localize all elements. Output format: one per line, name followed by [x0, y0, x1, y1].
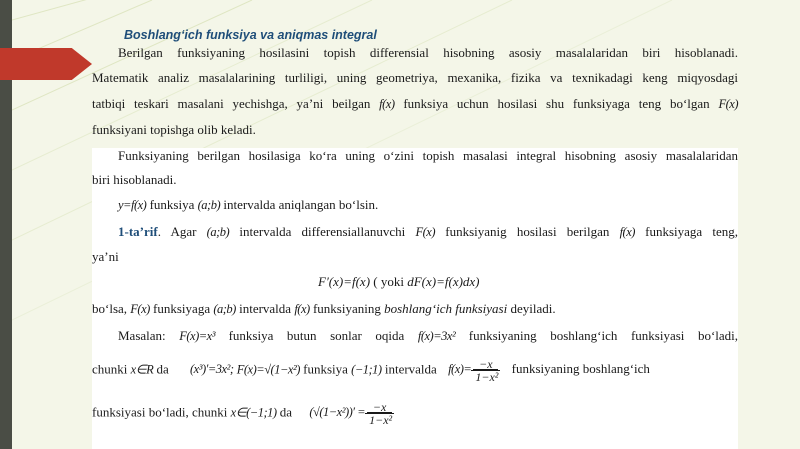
- example-line2: [92, 358, 738, 383]
- formula-sqrt-derivative: (√(1−x²))′ =: [309, 405, 366, 420]
- example-text9: da: [279, 404, 293, 420]
- p4-text4: funksiyaning: [312, 301, 381, 316]
- p4-text1: bo‘lsa,: [92, 301, 128, 316]
- fraction2-numerator: −x: [365, 401, 394, 414]
- formula-derivative-x3: (x³)′=3x²;: [190, 362, 234, 377]
- p4-text5: deyiladi.: [510, 301, 556, 316]
- p1-line4: funksiyani topishga olib keladi.: [92, 122, 256, 137]
- example-text5: funksiya: [303, 361, 348, 377]
- formula-Fx: F(x): [718, 97, 738, 111]
- p1-line3: [92, 96, 738, 112]
- example-text2: funksiyaning boshlang‘ich funksiyasi bo‘ladi,: [468, 328, 739, 343]
- definition-line2: ya’ni: [92, 249, 119, 264]
- p3-text2: intervalda aniqlangan bo‘lsin.: [223, 197, 379, 212]
- p3-text1: funksiya: [149, 197, 195, 212]
- def-text2: intervalda differensiallanuvchi: [239, 224, 406, 239]
- formula-fx: f(x): [294, 302, 310, 316]
- p4-text2: funksiyaga: [153, 301, 211, 316]
- p2-line1: Funksiyaning berilgan hosilasiga ko‘ra uning o‘zini topish masalasi integral hisobning asosiy masalalaridan: [118, 148, 738, 163]
- formula-f-frac: f(x)=: [448, 362, 472, 377]
- example-text1: funksiya butun sonlar oqida: [228, 328, 405, 343]
- fraction-denominator: 1−x²: [475, 370, 499, 384]
- fraction-2: [365, 401, 394, 426]
- example-text7: funksiyaning boshlang‘ich: [511, 361, 650, 377]
- p3-line: [92, 197, 738, 213]
- formula-interval: (−1;1): [351, 362, 382, 377]
- formula-F-x3: F(x)=x³: [179, 329, 215, 343]
- formula-ab: (a;b): [206, 225, 230, 239]
- term-primitive: boshlang‘ich funksiyasi: [384, 301, 508, 316]
- example-text8: funksiyasi bo‘ladi, chunki: [92, 404, 228, 420]
- yoki-text: ( yoki: [373, 274, 404, 289]
- formula-Fx: F(x): [415, 225, 436, 239]
- p1-line1: Berilgan funksiyaning hosilasini topish differensial hisobning asosiy masalalaridan biri hisoblanadi.: [118, 45, 738, 60]
- example-text4: da: [156, 361, 169, 377]
- slide-title: Boshlang‘ich funksiya va aniqmas integral: [124, 28, 377, 42]
- def-text1: . Agar: [157, 224, 197, 239]
- example-line1: [92, 328, 738, 344]
- definition-line1: [92, 224, 738, 240]
- formula-x-in-R: x∈R: [130, 362, 154, 377]
- example-text6: intervalda: [384, 361, 437, 377]
- p1-line2: Matematik analiz masalalarining turliligi, uning geometriya, mexanika, fizika va texnikadagi keng miqyosdagi: [92, 70, 738, 85]
- formula-ab: (a;b): [197, 198, 221, 212]
- p1-line3-b: funksiya uchun hosilasi shu funksiyaga teng bo‘lgan: [403, 96, 710, 111]
- p2-line2: biri hisoblanadi.: [92, 172, 177, 187]
- p1-line3-a: tatbiqi teskari masalani yechishga, ya’ni beilgan: [92, 96, 371, 111]
- definition-formula: [318, 274, 480, 290]
- fraction2-denominator: 1−x²: [369, 413, 393, 427]
- fraction-numerator: −x: [471, 358, 500, 371]
- example-label: Masalan:: [118, 328, 166, 343]
- formula-Fx: F(x): [130, 302, 150, 316]
- p4-text3: intervalda: [239, 301, 292, 316]
- formula-x-interval: x∈(−1;1): [230, 405, 277, 420]
- formula-F-sqrt: F(x)=√(1−x²): [236, 362, 300, 377]
- def-text3: funksiyanig hosilasi berilgan: [445, 224, 610, 239]
- example-text3: chunki: [92, 361, 128, 377]
- p4-line: [92, 301, 738, 317]
- formula-y-fx: y=f(x): [118, 198, 147, 212]
- formula-fx: f(x): [619, 225, 635, 239]
- formula-differential: dF(x)=f(x)dx): [407, 274, 480, 289]
- example-line3: [92, 401, 738, 426]
- formula-fx: f(x): [379, 97, 395, 111]
- formula-derivative: F′(x)=f(x): [318, 274, 371, 289]
- definition-label: 1-ta’rif: [118, 224, 158, 239]
- formula-ab: (a;b): [213, 302, 236, 316]
- def-text4: funksiyaga teng,: [645, 224, 739, 239]
- formula-f-3x2: f(x)=3x²: [417, 329, 456, 343]
- fraction: [471, 358, 500, 383]
